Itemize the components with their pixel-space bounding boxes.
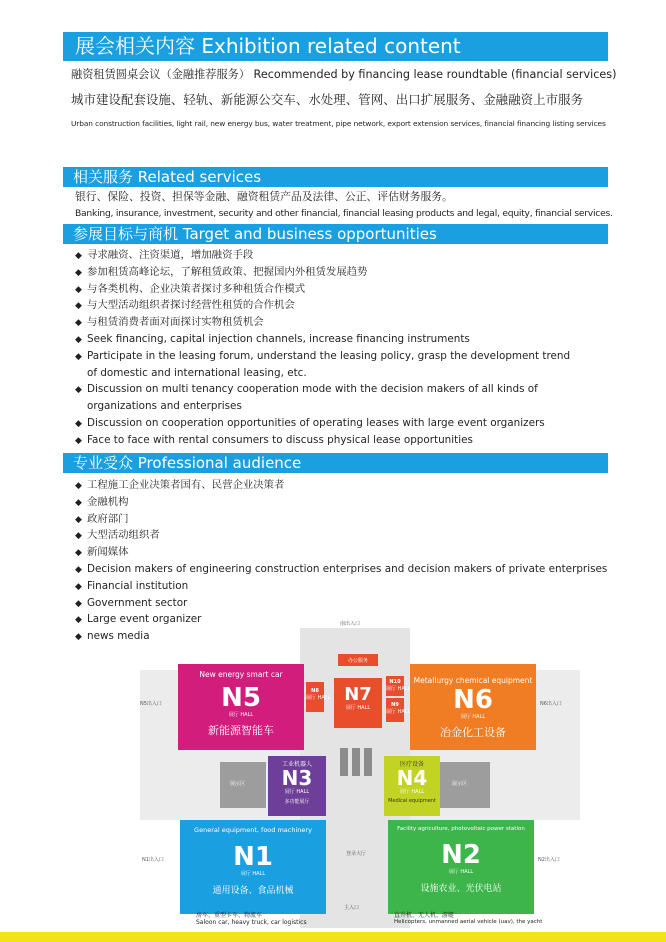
display-area-left: 展示区	[220, 762, 266, 808]
footer-accent-bar	[0, 932, 666, 942]
list-item: ◆ Participate in the leasing forum, understand the leasing policy, grasp the development trend	[75, 349, 571, 362]
objectives-list	[75, 247, 570, 449]
n6-entrance-label: N6出入口	[540, 701, 562, 707]
note-right-cn: 直升机、无人机、游艇	[394, 912, 455, 919]
note-right-en: Helicopters, unmanned aerial vehicle (uav), the yacht	[394, 919, 543, 925]
hall-n8: N8 展厅 HALL	[306, 682, 324, 712]
hall-n6: Metallurgy chemical equipment N6 展厅 HALL 冶金化工设备	[410, 664, 536, 750]
list-item-continuation: of domestic and international leasing, etc.	[87, 366, 307, 379]
note-left-cn: 房车、重型卡车、物流车	[196, 912, 263, 919]
list-item: ◆ Face to face with rental consumers to discuss physical lease opportunities	[75, 433, 473, 446]
n2-entrance-label: N2出入口	[538, 857, 560, 863]
list-item: ◆ Government sector	[75, 596, 188, 609]
note-left-en: Saloon car, heavy truck, car logistics	[196, 919, 307, 926]
list-item: ◆ 与各类机构、企业决策者探讨多种租赁合作模式	[75, 282, 306, 295]
related-services-en: Banking, insurance, investment, security and other financial, financial leasing products and legal, equity, financial services.	[75, 208, 613, 219]
n1-entrance-label: N1出入口	[142, 857, 164, 863]
plaza-label: 登录大厅	[346, 851, 367, 857]
list-item: ◆ Discussion on multi tenancy cooperation mode with the decision makers of all kinds of	[75, 383, 538, 396]
hall-n3: 工业机器人 N3 展厅 HALL 多功能展厅	[268, 756, 326, 816]
list-item: ◆ 工程施工企业决策者国有、民营企业决策者	[75, 479, 285, 491]
hall-n1: General equipment, food machinery N1 展厅 HALL 通用设备、食品机械	[180, 820, 326, 914]
hall-n10: N10 展厅 HALL	[386, 676, 404, 696]
section-header-audience: 专业受众 Professional audience	[63, 453, 608, 473]
north-entrance-label: 南出入口	[340, 621, 361, 627]
list-item: ◆ 新闻媒体	[75, 546, 129, 559]
hall-n4: 医疗设备 N4 展厅 HALL Medical equipment	[384, 756, 440, 816]
n5-entrance-label: N5出入口	[140, 701, 162, 707]
list-item: ◆ 与租赁消费者面对面探讨实物租赁机会	[75, 316, 264, 329]
map-pillar	[364, 748, 372, 776]
display-area-right: 展示区	[440, 762, 490, 808]
list-item: ◆ 金融机构	[75, 495, 129, 508]
section-header-exhibition: 展会相关内容 Exhibition related content	[63, 32, 608, 61]
hall-n9: N9 展厅 HALL	[386, 698, 404, 722]
list-item: ◆ Financial institution	[75, 579, 189, 592]
list-item: ◆ 大型活动组织者	[75, 529, 160, 542]
list-item: ◆ 与大型活动组织者探讨经营性租赁的合作机会	[75, 299, 295, 312]
roundtable-line: 融资租赁圆桌会议（金融推荐服务） Recommended by financing lease roundtable (financial services)	[71, 68, 617, 81]
section-header-related-services: 相关服务 Related services	[63, 167, 608, 187]
list-item: ◆ Decision makers of engineering construction enterprises and decision makers of private enterprises	[75, 562, 608, 575]
list-item: ◆ 政府部门	[75, 512, 129, 525]
map-pillar	[352, 748, 360, 776]
hall-n2: Facility agriculture, photovoltaic power station N2 展厅 HALL 设施农业、光伏电站	[388, 820, 534, 914]
urban-construction-cn: 城市建设配套设施、轻轨、新能源公交车、水处理、管网、出口扩展服务、金融融资上市服务	[71, 92, 584, 107]
urban-construction-en: Urban construction facilities, light rail, new energy bus, water treatment, pipe network, export extension services, financial financing listing services	[71, 119, 606, 128]
list-item-continuation: organizations and enterprises	[87, 400, 242, 413]
list-item: ◆ Large event organizer	[75, 613, 202, 626]
list-item: ◆ 参加租赁高峰论坛，了解租赁政策、把握国内外租赁发展趋势	[75, 265, 368, 278]
list-item: ◆ Seek financing, capital injection channels, increase financing instruments	[75, 332, 470, 345]
hall-n5: New energy smart car N5 展厅 HALL 新能源智能车	[178, 664, 304, 750]
list-item: ◆ Discussion on cooperation opportunities of operating leases with large event organizers	[75, 416, 545, 429]
hall-n7: N7 展厅 HALL	[334, 678, 382, 728]
main-entrance-label: 主入口	[344, 905, 360, 911]
venue-floor-plan	[140, 618, 580, 930]
map-pillar	[340, 748, 348, 776]
list-item: ◆ 寻求融资、注资渠道，增加融资手段	[75, 249, 254, 261]
related-services-cn: 银行、保险、投资、担保等金融、融资租赁产品及法律、公正、评估财务服务。	[75, 190, 453, 203]
list-item: ◆ news media	[75, 630, 150, 643]
section-header-objectives: 参展目标与商机 Target and business opportunities	[63, 224, 608, 244]
office-block: 办公服务	[338, 654, 378, 666]
